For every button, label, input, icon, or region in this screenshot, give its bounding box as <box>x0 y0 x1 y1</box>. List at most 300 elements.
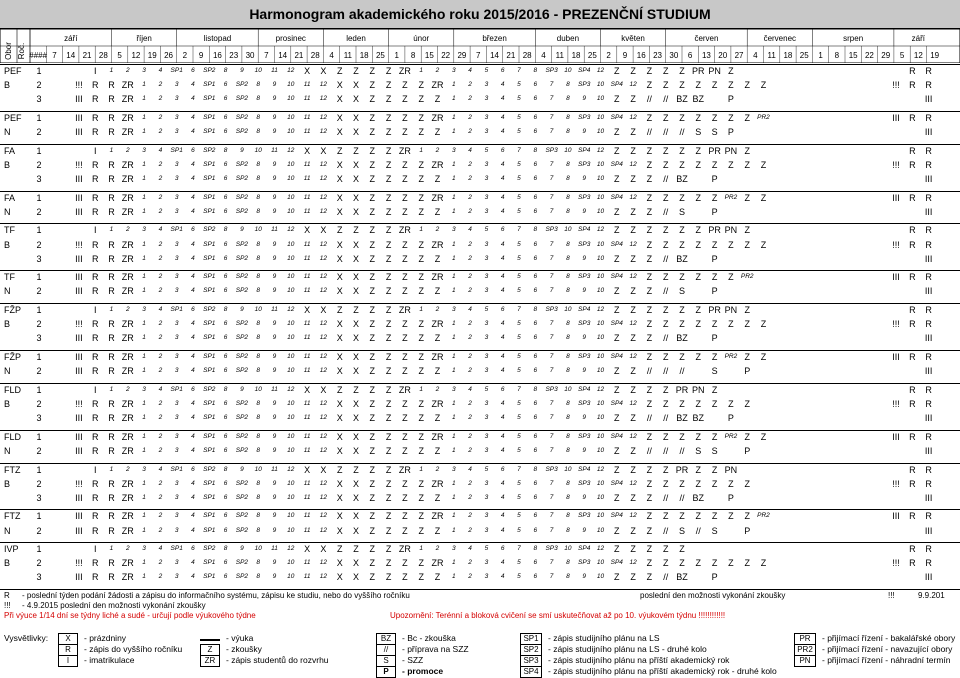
schedule-cell: Z <box>679 352 685 362</box>
schedule-cell: Z <box>353 464 359 475</box>
schedule-cell: ZR <box>431 431 444 442</box>
schedule-cell: 9 <box>582 526 586 534</box>
schedule-cell: SP3 <box>545 146 558 154</box>
schedule-cell: 7 <box>517 385 521 393</box>
schedule-cell: 3 <box>174 207 179 215</box>
schedule-cell: PR2 <box>724 432 738 440</box>
schedule-cell: 4 <box>500 81 505 89</box>
schedule-cell: SP4 <box>610 512 623 520</box>
schedule-cell: 6 <box>533 367 538 375</box>
schedule-cell: R <box>108 286 115 297</box>
legend-key: SP4 <box>520 666 542 678</box>
schedule-cell: X <box>352 398 359 409</box>
schedule-cell: SP1 <box>203 207 216 215</box>
schedule-cell: Z <box>646 558 653 569</box>
legend-text: - příprava na SZZ <box>402 644 469 655</box>
schedule-row <box>0 524 960 538</box>
schedule-cell: R <box>108 431 115 442</box>
schedule-cell: R <box>91 253 99 264</box>
schedule-cell: 7 <box>549 512 554 520</box>
schedule-cell: SP4 <box>578 385 591 393</box>
header-month: červen <box>694 34 719 43</box>
schedule-cell: 6 <box>223 174 228 182</box>
schedule-cell: R <box>108 206 115 217</box>
schedule-cell: 4 <box>158 545 163 553</box>
schedule-cell: Z <box>402 572 408 583</box>
obor-label: B <box>4 398 11 409</box>
schedule-cell: 10 <box>596 95 605 103</box>
schedule-cell: PN <box>724 464 738 475</box>
legend-item <box>200 633 253 643</box>
rocnik-label: 1 <box>36 66 42 76</box>
schedule-cell: Z <box>385 558 392 569</box>
schedule-cell: 10 <box>287 526 295 534</box>
schedule-cell: Z <box>646 305 653 316</box>
schedule-cell: III <box>75 431 83 442</box>
schedule-cell: 4 <box>191 414 195 421</box>
schedule-cell: Z <box>418 319 424 330</box>
schedule-cell: Z <box>402 80 408 91</box>
schedule-cell: ZR <box>121 173 134 184</box>
schedule-cell: 5 <box>517 113 521 121</box>
schedule-end-cell: R <box>909 558 916 569</box>
schedule-cell: 12 <box>319 160 328 168</box>
header-date: 1 <box>394 51 399 60</box>
schedule-end-cell: III <box>924 206 933 217</box>
obor-label <box>0 411 24 425</box>
schedule-cell: Z <box>679 544 685 555</box>
schedule-cell: Z <box>679 80 685 91</box>
schedule-cell: 3 <box>484 174 489 182</box>
schedule-cell: 2 <box>158 193 163 201</box>
header-obor: Obor <box>4 42 13 60</box>
schedule-cell: 4 <box>500 334 505 342</box>
schedule-cell: 6 <box>223 479 228 487</box>
schedule-cell: X <box>304 464 311 475</box>
schedule-cell: 12 <box>629 240 637 248</box>
schedule-cell: SP1 <box>203 334 216 342</box>
schedule-cell: 10 <box>564 226 572 234</box>
schedule-cell: X <box>336 558 343 569</box>
schedule-cell: 12 <box>629 160 637 168</box>
obor-label: PEF <box>4 112 22 123</box>
schedule-cell: 4 <box>468 306 472 314</box>
schedule-end-cell: R <box>909 80 916 91</box>
schedule-cell: Z <box>434 525 441 536</box>
schedule-cell: 8 <box>223 226 228 234</box>
schedule-cell: 12 <box>319 573 328 581</box>
schedule-cell: 2 <box>468 493 472 501</box>
schedule-cell: 3 <box>174 95 179 103</box>
schedule-cell: Z <box>369 253 376 264</box>
schedule-end-cell: !!! <box>892 558 900 569</box>
schedule-cell: 1 <box>451 353 456 360</box>
schedule-cell: // <box>646 413 652 423</box>
schedule-row <box>0 317 960 331</box>
schedule-cell: R <box>91 206 99 217</box>
schedule-cell: Z <box>402 272 408 283</box>
schedule-row <box>0 270 960 284</box>
schedule-cell: 1 <box>451 573 456 581</box>
schedule-cell: SP1 <box>203 287 216 295</box>
schedule-cell: Z <box>434 445 441 456</box>
schedule-cell: PN <box>724 305 738 316</box>
schedule-cell: Z <box>630 492 636 503</box>
schedule-end-cell: III <box>924 94 933 105</box>
schedule-cell: 5 <box>484 306 489 314</box>
schedule-end-cell: R <box>925 558 932 569</box>
schedule-cell: 1 <box>109 385 114 393</box>
header-date: 14 <box>66 51 76 60</box>
header-date: 16 <box>212 51 222 60</box>
schedule-cell: // <box>679 127 685 137</box>
schedule-cell: Z <box>711 431 718 442</box>
schedule-cell: Z <box>369 445 376 456</box>
schedule-cell: 8 <box>533 226 538 234</box>
schedule-cell: X <box>352 572 359 583</box>
schedule-cell: Z <box>385 478 392 489</box>
schedule-cell: X <box>320 225 327 236</box>
schedule-cell: R <box>108 525 115 536</box>
schedule-cell: 1 <box>451 95 456 103</box>
schedule-cell: Z <box>711 272 718 283</box>
schedule-cell: Z <box>646 525 653 536</box>
schedule-cell: Z <box>630 525 636 536</box>
schedule-cell: 8 <box>256 399 260 407</box>
schedule-cell: 1 <box>451 160 456 168</box>
schedule-cell: Z <box>695 145 702 156</box>
schedule-cell: Z <box>369 413 376 423</box>
schedule-cell: Z <box>679 112 685 123</box>
schedule-row <box>0 491 960 505</box>
schedule-cell: Z <box>662 431 669 442</box>
schedule-cell: Z <box>711 319 718 330</box>
schedule-cell: 6 <box>223 95 228 103</box>
schedule-cell: Z <box>385 272 392 283</box>
schedule-cell: Z <box>336 225 343 236</box>
schedule-cell: SP1 <box>203 446 216 454</box>
schedule-cell: // <box>663 206 669 217</box>
schedule-cell: S <box>678 525 685 536</box>
schedule-cell: 2 <box>468 95 472 103</box>
schedule-cell: Z <box>646 492 653 503</box>
schedule-cell: R <box>91 239 99 250</box>
schedule-cell: X <box>336 286 343 297</box>
legend-text: - přijímací řízení - bakalářské obory <box>822 633 956 644</box>
schedule-end-cell: R <box>925 384 932 395</box>
schedule-cell: Z <box>434 253 441 264</box>
schedule-cell: P <box>711 206 718 217</box>
schedule-cell: 4 <box>158 306 163 314</box>
schedule-end-cell: III <box>892 511 900 522</box>
schedule-cell: 1 <box>142 287 146 295</box>
schedule-cell: Z <box>662 352 669 362</box>
schedule-cell: Z <box>760 352 767 362</box>
schedule-end-cell: III <box>924 366 933 377</box>
schedule-cell: 10 <box>596 174 605 182</box>
schedule-cell: 12 <box>319 320 328 328</box>
schedule-cell: 8 <box>256 254 260 262</box>
schedule-cell: Z <box>353 66 359 76</box>
schedule-cell: 7 <box>549 432 554 440</box>
schedule-cell: Z <box>760 431 767 442</box>
schedule-row <box>0 411 960 425</box>
schedule-cell: ZR <box>398 384 411 395</box>
schedule-cell: 12 <box>319 493 328 501</box>
schedule-cell: 4 <box>191 320 195 328</box>
schedule-cell: 7 <box>549 160 554 168</box>
schedule-cell: 1 <box>142 95 146 103</box>
schedule-cell: 10 <box>287 493 295 501</box>
schedule-cell: Z <box>434 572 441 583</box>
schedule-cell: SP2 <box>235 95 249 103</box>
schedule-cell: 9 <box>272 367 277 375</box>
schedule-cell: SP3 <box>578 320 591 328</box>
schedule-cell: Z <box>418 431 424 442</box>
schedule-cell: SP4 <box>578 226 591 234</box>
schedule-cell: 1 <box>451 479 456 487</box>
schedule-cell: 8 <box>223 67 228 74</box>
schedule-cell: 10 <box>564 306 572 314</box>
schedule-cell: 7 <box>517 306 521 314</box>
schedule-cell: SP4 <box>610 240 623 248</box>
schedule-cell: Z <box>385 286 392 297</box>
schedule-cell: Z <box>402 492 408 503</box>
schedule-cell: PN <box>724 225 738 236</box>
schedule-cell: 6 <box>191 306 195 314</box>
schedule-cell: Z <box>434 173 441 184</box>
schedule-cell: 3 <box>484 526 489 534</box>
legend-item <box>376 666 443 678</box>
schedule-cell: 3 <box>451 306 456 314</box>
schedule-cell: Z <box>353 544 359 555</box>
schedule-cell: 8 <box>256 273 260 281</box>
schedule-cell: 3 <box>484 240 489 248</box>
schedule-cell: Z <box>418 572 424 583</box>
schedule-cell: SP2 <box>235 559 249 567</box>
schedule-cell: 10 <box>287 367 295 375</box>
schedule-cell: 10 <box>287 193 295 201</box>
schedule-cell: 4 <box>500 479 505 487</box>
rocnik-label: 1 <box>36 145 42 156</box>
schedule-cell: 11 <box>303 320 311 328</box>
schedule-cell: R <box>108 272 115 283</box>
schedule-cell: 8 <box>566 479 570 487</box>
schedule-cell: SP1 <box>170 385 183 393</box>
schedule-cell: 9 <box>272 95 277 103</box>
schedule-cell: 2 <box>468 414 472 421</box>
schedule-cell: 3 <box>484 479 489 487</box>
schedule-cell: 12 <box>629 479 637 487</box>
schedule-cell: X <box>336 173 343 184</box>
schedule-cell: ZR <box>121 94 134 105</box>
schedule-cell: 1 <box>142 559 146 567</box>
schedule-cell: Z <box>353 305 359 316</box>
legend-key: S <box>376 655 396 667</box>
schedule-cell: 6 <box>223 446 228 454</box>
schedule-cell: Z <box>402 173 408 184</box>
schedule-cell: 12 <box>319 526 328 534</box>
schedule-cell: Z <box>385 239 392 250</box>
schedule-cell: 1 <box>419 545 423 553</box>
schedule-cell: 9 <box>272 399 277 407</box>
schedule-cell: Z <box>646 352 653 362</box>
schedule-cell: 11 <box>303 174 311 182</box>
schedule-cell: Z <box>369 305 376 316</box>
schedule-cell: 11 <box>271 306 278 314</box>
schedule-cell: P <box>727 413 734 423</box>
schedule-cell: 8 <box>223 545 228 553</box>
schedule-cell: 11 <box>303 414 311 421</box>
obor-label: FLD <box>4 431 22 442</box>
schedule-cell: 10 <box>596 273 605 281</box>
schedule-cell: Z <box>695 431 702 442</box>
schedule-cell: ZR <box>121 159 134 170</box>
schedule-cell: SP2 <box>203 385 216 393</box>
schedule-row <box>0 64 960 78</box>
schedule-cell: X <box>320 145 327 156</box>
schedule-cell: 6 <box>533 113 538 121</box>
schedule-cell: X <box>352 80 359 91</box>
schedule-cell: 6 <box>191 67 195 74</box>
schedule-cell: 6 <box>533 432 538 440</box>
schedule-cell: 3 <box>484 320 489 328</box>
schedule-cell: 9 <box>240 545 244 553</box>
schedule-cell: P <box>711 286 718 297</box>
rocnik-label: 1 <box>36 384 42 395</box>
schedule-cell: X <box>336 94 343 105</box>
schedule-end-cell: R <box>925 159 932 170</box>
schedule-cell: SP2 <box>235 193 249 201</box>
schedule-cell: III <box>75 352 83 362</box>
schedule-cell: Z <box>695 239 702 250</box>
schedule-end-cell: III <box>924 127 933 137</box>
legend-key: I <box>58 655 78 667</box>
schedule-cell: 4 <box>191 493 195 501</box>
schedule-cell: 4 <box>500 573 505 581</box>
schedule-cell: Z <box>744 352 750 362</box>
header-date: 27 <box>734 51 744 60</box>
schedule-cell: 3 <box>484 273 489 281</box>
schedule-cell: 10 <box>287 559 295 567</box>
header-date: 11 <box>343 51 353 60</box>
schedule-cell: 9 <box>582 287 586 295</box>
schedule-cell: 4 <box>468 146 472 154</box>
schedule-cell: 4 <box>191 334 195 342</box>
schedule-cell: 6 <box>500 385 505 393</box>
schedule-cell: ZR <box>398 305 411 316</box>
schedule-cell: 2 <box>435 306 440 314</box>
schedule-end-cell: R <box>925 319 932 330</box>
schedule-cell: ZR <box>431 511 444 522</box>
schedule-cell: Z <box>402 558 408 569</box>
schedule-cell: 5 <box>484 545 489 553</box>
schedule-cell: P <box>727 492 734 503</box>
schedule-cell: 6 <box>223 81 228 89</box>
schedule-cell: Z <box>369 159 376 170</box>
schedule-cell: Z <box>336 145 343 156</box>
schedule-cell: ZR <box>121 352 134 362</box>
schedule-cell: 2 <box>468 81 472 89</box>
schedule-cell: 10 <box>596 160 605 168</box>
schedule-cell: Z <box>614 286 620 297</box>
schedule-cell: 4 <box>191 399 195 407</box>
schedule-cell: X <box>336 192 343 203</box>
header-month: leden <box>346 34 366 43</box>
schedule-cell: 11 <box>271 67 278 74</box>
schedule-cell: 10 <box>287 174 295 182</box>
schedule-cell: 3 <box>484 367 489 375</box>
schedule-cell: SP1 <box>203 320 216 328</box>
schedule-cell: 4 <box>191 559 195 567</box>
schedule-cell: 10 <box>596 320 605 328</box>
schedule-cell: 1 <box>109 67 114 74</box>
schedule-cell: Z <box>728 80 734 91</box>
schedule-cell: ZR <box>121 558 134 569</box>
obor-label: FTZ <box>4 464 21 475</box>
schedule-cell: Z <box>679 511 685 522</box>
schedule-cell: SP1 <box>203 479 216 487</box>
schedule-cell: Z <box>760 239 767 250</box>
rocnik-label: 1 <box>36 511 42 522</box>
schedule-cell: 8 <box>256 128 260 135</box>
schedule-cell: 11 <box>303 287 311 295</box>
schedule-cell: Z <box>385 319 392 330</box>
schedule-cell: Z <box>369 173 376 184</box>
schedule-cell: R <box>91 286 99 297</box>
schedule-cell: SP2 <box>235 320 249 328</box>
schedule-cell: Z <box>369 286 376 297</box>
schedule-cell: 4 <box>191 479 195 487</box>
schedule-cell: 11 <box>303 512 311 520</box>
schedule-cell: 8 <box>566 174 570 182</box>
schedule-cell: ZR <box>121 192 134 203</box>
schedule-cell: SP3 <box>545 226 558 234</box>
schedule-cell: 8 <box>566 113 570 121</box>
schedule-cell: 9 <box>240 465 244 473</box>
schedule-cell: Z <box>679 66 685 76</box>
schedule-cell: 1 <box>142 446 146 454</box>
header-date: 6 <box>687 51 693 60</box>
schedule-cell: Z <box>385 431 392 442</box>
schedule-cell: ZR <box>431 239 444 250</box>
schedule-cell: 2 <box>468 160 472 168</box>
schedule-cell: R <box>91 525 99 536</box>
schedule-cell: 1 <box>451 493 456 501</box>
schedule-cell: 11 <box>303 128 311 135</box>
schedule-cell: 6 <box>223 334 228 342</box>
schedule-cell: X <box>304 225 311 236</box>
obor-label: FA <box>4 145 16 156</box>
schedule-cell: 6 <box>223 512 228 520</box>
schedule-cell: 2 <box>468 207 472 215</box>
schedule-cell: 2 <box>158 414 163 421</box>
schedule-cell: Z <box>646 192 653 203</box>
schedule-cell: 8 <box>256 193 260 201</box>
schedule-cell: 4 <box>191 95 195 103</box>
schedule-cell: 2 <box>158 128 163 135</box>
schedule-cell: Z <box>614 173 620 184</box>
schedule-cell: X <box>336 112 343 123</box>
schedule-cell: 2 <box>158 493 163 501</box>
schedule-cell: R <box>91 478 99 489</box>
header-date: 30 <box>245 51 255 60</box>
schedule-cell: Z <box>418 159 424 170</box>
schedule-cell: Z <box>728 478 734 489</box>
schedule-cell: SP3 <box>578 432 591 440</box>
schedule-cell: SP1 <box>170 465 183 473</box>
schedule-cell: 2 <box>125 465 130 473</box>
